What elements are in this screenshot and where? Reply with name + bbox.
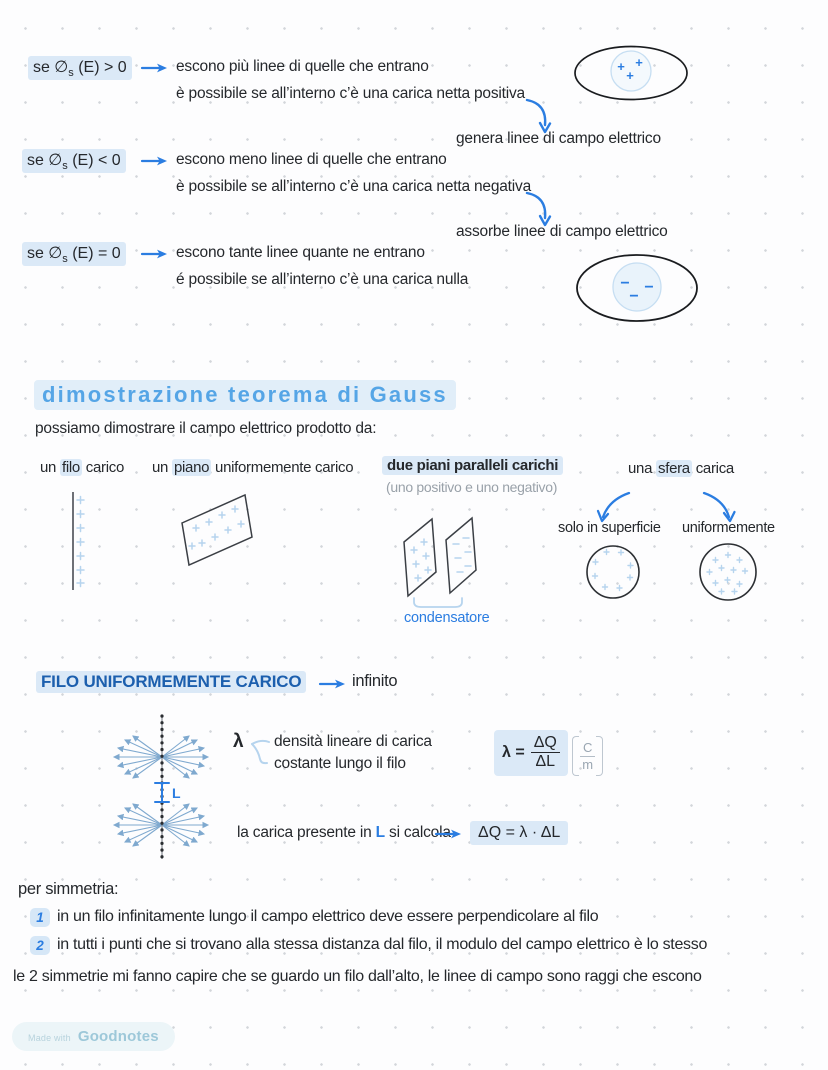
negative-charge-ellipse-diagram (574, 252, 700, 324)
simmetria-item-2: in tutti i punti che si trovano alla stessa distanza dal filo, il modulo del campo elettrico è lo stesso (57, 936, 708, 953)
carica-formula: ΔQ = λ · ΔL (470, 821, 568, 845)
flux-condition-negative (22, 149, 126, 173)
label-solo-superficie: solo in superficie (558, 520, 661, 536)
minus-charge: − (620, 275, 630, 292)
length-bracket (155, 783, 169, 802)
label-filo-carico: un filo carico (40, 459, 125, 476)
lambda-definition-1: densità lineare di carica (274, 733, 432, 750)
simmetria-conclusion: le 2 simmetrie mi fanno capire che se guardo un filo dall’alto, le linee di campo sono raggi che escono (13, 968, 702, 985)
goodnotes-logo: Goodnotes (77, 1028, 159, 1045)
charged-plane-diagram (176, 488, 264, 572)
right-arrow-icon (434, 828, 464, 840)
label-condensatore: condensatore (404, 610, 490, 626)
flux-positive-line2: è possibile se all’interno c’è una carica netta positiva (176, 85, 525, 102)
flux-negative-line2: è possibile se all’interno c’è una carica netta negativa (176, 178, 531, 195)
sphere-uniform-charge-diagram (696, 540, 760, 604)
right-arrow-icon (140, 248, 170, 260)
label-piani-paralleli: due piani paralleli carichi (382, 456, 563, 475)
length-label-inline: L (375, 824, 385, 841)
flux-assorbe-note: assorbe linee di campo elettrico (456, 223, 668, 240)
flux-genera-note: genera linee di campo elettrico (456, 130, 661, 147)
length-label: L (172, 785, 181, 801)
plus-charge: + (635, 55, 643, 70)
parallel-plates-diagram (398, 512, 486, 604)
flux-condition-rest: (E) = 0 (67, 245, 121, 262)
units-coulomb-per-meter: $\frac{C}{m}$ (572, 736, 603, 776)
flux-positive-line1: escono più linee di quelle che entrano (176, 58, 429, 75)
section-title-gauss: dimostrazione teorema di Gauss (34, 380, 456, 410)
lambda-symbol: λ (233, 731, 244, 752)
goodnotes-watermark (12, 1022, 175, 1051)
right-arrow-icon (318, 678, 348, 690)
simmetria-item-1: in un filo infinitamente lungo il campo elettrico deve essere perpendicolare al filo (57, 908, 599, 925)
flux-symbol-subscript: s (68, 67, 74, 80)
charged-wire-diagram (66, 490, 92, 594)
watermark-made-with: Made with (28, 1033, 71, 1043)
lambda-connector (250, 737, 272, 767)
right-arrow-icon (140, 62, 170, 74)
flux-zero-line2: é possibile se all’interno c’è una carica nulla (176, 271, 469, 288)
carica-sentence: la carica presente in L si calcola (237, 824, 451, 841)
flux-symbol-subscript: s (62, 160, 68, 173)
label-piani-sub: (uno positivo e uno negativo) (386, 479, 558, 495)
plus-charge: + (617, 59, 625, 74)
flux-symbol-subscript: s (62, 253, 68, 266)
lambda-definition-2: costante lungo il filo (274, 755, 406, 772)
minus-charge: − (644, 279, 654, 296)
flux-condition-zero (22, 242, 126, 266)
flux-negative-line1: escono meno linee di quelle che entrano (176, 151, 447, 168)
filo-section-title: FILO UNIFORMEMENTE CARICO (36, 671, 306, 693)
list-number-1: 1 (30, 908, 50, 927)
positive-charge-ellipse-diagram (572, 44, 690, 102)
plus-charge: + (626, 68, 634, 83)
flux-zero-line1: escono tante linee quante ne entrano (176, 244, 425, 261)
right-arrow-icon (140, 155, 170, 167)
flux-symbol: se ∅ (27, 245, 63, 262)
wire-field-lines-diagram (100, 713, 224, 861)
formula-lhs: λ = (502, 743, 525, 761)
label-infinito: infinito (352, 672, 398, 690)
flux-symbol: se ∅ (27, 152, 63, 169)
list-number-2: 2 (30, 936, 50, 955)
label-uniformemente: uniformemente (682, 520, 775, 536)
flux-symbol: se ∅ (33, 59, 69, 76)
gauss-subtitle: possiamo dimostrare il campo elettrico prodotto da: (35, 420, 377, 437)
flux-condition-rest: (E) < 0 (67, 152, 121, 169)
simmetria-title: per simmetria: (18, 880, 119, 898)
condensatore-bracket (406, 596, 470, 610)
lambda-formula (494, 730, 568, 776)
formula-fraction: $\frac{\Delta Q}{\Delta L}$ (531, 734, 560, 772)
flux-condition-rest: (E) > 0 (73, 59, 127, 76)
label-piano-carico: un piano uniformemente carico (152, 459, 354, 476)
minus-charge: − (629, 288, 639, 305)
label-sfera-carica: una sfera carica (628, 460, 734, 477)
flux-condition-positive (28, 56, 132, 80)
sphere-surface-charge-diagram (584, 543, 642, 601)
